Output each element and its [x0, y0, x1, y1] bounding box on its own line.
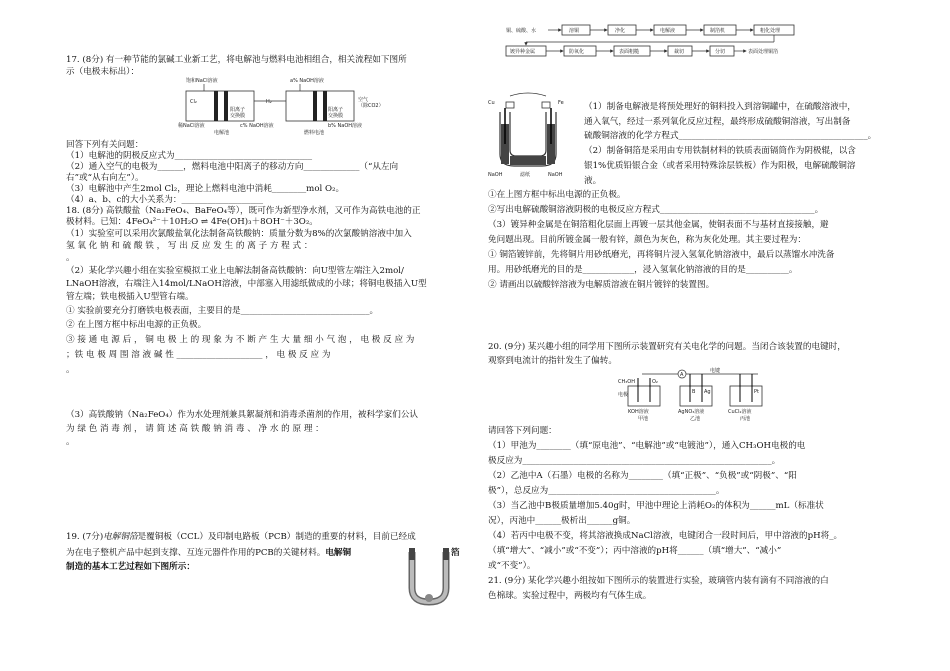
- fig-top-label2: a% NaOH溶液: [290, 78, 324, 84]
- q21-stem-line1: 21. (9分) 某化学兴趣小组按如下图所示的装置进行实验，玻璃管内装有滴有不同溶液的白: [488, 576, 829, 586]
- cell-filter-paper-label: 滤纸: [520, 172, 531, 178]
- cell-cu-label: Cu: [488, 100, 495, 106]
- q18-p2-item2: ② 在上图方框中标出电源的正负极。: [66, 320, 207, 330]
- fig-membrane1b-label: 交换膜: [230, 113, 246, 119]
- q19-p3-line4: 用。用砂纸磨光的目的是____________，浸入氢氧化钠溶液的目的是__________。: [488, 265, 798, 275]
- q19-p2-item2: ②写出电解硫酸铜溶液阴极的电极反应方程式____________________________________。: [488, 205, 824, 215]
- fuel-cell: [286, 91, 354, 121]
- fig-caption-electrolysis: 电解池: [214, 130, 230, 136]
- q18-stem-line2: 极材料。已知：4FeO₄²⁻＋10H₂O ⇌ 4Fe(OH)₃＋8OH⁻＋3O₂。: [66, 217, 318, 227]
- q20-s2-line2: 极”），总反应为_______________________________________。: [488, 486, 725, 496]
- fig-cl2-label: Cl₂: [190, 99, 197, 105]
- electrolysis-membrane: [214, 91, 218, 121]
- copper-foil-process-flow: [506, 22, 816, 60]
- flow-box-surface: 表面粗糙: [619, 49, 640, 55]
- q18-p3-line3: 。: [66, 437, 75, 447]
- q18-stem-line1: 18. (8分) 高铁酸盐（Na₂FeO₄、BaFeO₄等），既可作为新型净水剂，又可作为高铁电池的正: [66, 206, 421, 216]
- cell-fe-label: Fe: [558, 100, 564, 106]
- q19-p2-line2: 银1%优质铅银合金（或者采用特殊涂层铁板）作为阳极，电解硫酸铜溶: [584, 161, 856, 171]
- q19-stem-line2: 为在电子整机产品中起到支撑、互连元器件作用的PCB的关键材料。电解铜: [66, 548, 352, 558]
- fig-h2-label: H₂: [266, 99, 272, 105]
- fig-air-label: 空气: [358, 97, 369, 103]
- q18-p2-line1: （2）某化学兴趣小组在实验室模拟工业上电解法制备高铁酸钠：向U型管左端注入2mol/: [66, 266, 404, 276]
- q19-p1-line1: （1）制备电解液是将预处理好的铜料投入到溶铜罐中，在硫酸溶液中，: [584, 102, 856, 112]
- q17-sub4: （4）a、b、c的大小关系为：___________________: [66, 195, 264, 205]
- q20-s2-line1: （2）乙池中A（石墨）电极的名称为________（填“正极”、“负极”或“阴极”、“阳: [488, 471, 797, 481]
- q20-s4-line1: （4）若丙中电极不变，将其溶液换成NaCl溶液，电键闭合一段时间后，甲中溶液的pH将_。: [488, 531, 843, 541]
- q17-sub2-cont: 右”或“从右向左”）。: [66, 173, 144, 183]
- flow-box-plate-metal: 镀异种金属: [510, 49, 536, 55]
- q17-stem-line2: 示（电极未标出）：: [66, 67, 140, 77]
- q17-sub3: （3）电解池中产生2mol Cl₂，理论上燃料电池中消耗________mol O₂。: [66, 184, 345, 194]
- q18-p2-line3: 管左端；铁电极插入U型管右端。: [66, 292, 194, 302]
- q18-p2-line2: LNaOH溶液，右端注入14mol/LNaOH溶液，中部塞入用滤纸做成的小球；将铜电极插入U型: [66, 279, 427, 289]
- fig-bottom1-label: 稀NaCl溶液: [178, 123, 205, 129]
- fig20-bing-label: 丙池: [740, 416, 751, 422]
- fig-caption-fuel-cell: 燃料电池: [304, 130, 325, 136]
- fig-air-sub-label: （除CO2）: [358, 103, 384, 109]
- q19-p2-item1: ①在上图方框中标出电源的正负极。: [488, 190, 626, 200]
- chlor-alkali-fuel-cell-diagram: [178, 77, 384, 136]
- flow-start: 铜、硫酸、水: [506, 28, 537, 34]
- fig20-b-label: B: [692, 389, 696, 395]
- cell-naoh-right-label: NaOH: [548, 172, 563, 178]
- flow-box-electrolyte: 电解液: [660, 28, 676, 34]
- u-tube-diagram: [404, 548, 454, 606]
- fig-bottom3-label: b% NaOH溶液: [328, 123, 363, 129]
- fig20-electrode-label: 电极: [618, 392, 629, 398]
- q20-s1-line1: （1）甲池为________（填“原电池”、“电解池”或“电镀池”），通入CH₃OH电极的电: [488, 441, 806, 451]
- jia-cell: [628, 386, 660, 406]
- q21-stem-line2: 色棉球。实验过程中，两极均有气体生成。: [488, 591, 652, 601]
- q17-ask: 回答下列有关问题：: [66, 140, 144, 150]
- q19-p3-line3: ① 铜箔镀锌前，先将铜片用砂纸磨光，再将铜片浸入氢氧化钠溶液中，最后以蒸馏水冲洗备: [488, 250, 835, 260]
- fuel-cell-membrane: [313, 91, 317, 121]
- fig20-a-label: A: [680, 372, 684, 378]
- flow-box-cut: 裁切: [674, 49, 685, 55]
- q19-p1-line2: 通入氧气，经过一系列氧化反应过程，最终形成硫酸铜溶液，写出制备: [584, 117, 851, 127]
- q19-p3-line2: 免问题出现。目前所镀金属一般有锌，颜色为灰色，称为灰化处理。其主要过程为：: [488, 235, 806, 245]
- fig20-cucl2-label: CuCl₂溶液: [728, 409, 752, 415]
- q18-p2-item3b: ；铁 电 极 周 围 溶 液 碱 性 ____________________ ， 电 极 反 应 为: [66, 350, 331, 360]
- q19-stem-line3: 制造的基本工艺过程如下图所示：: [66, 562, 195, 572]
- q18-p3-line2: 为 绿 色 消 毒 剂 ， 请 简 述 高 铁 酸 钠 消 毒 、 净 水 的 原 理 ：: [66, 424, 324, 434]
- q20-s4-line3: 或“不变”）。: [488, 561, 536, 571]
- fig20-agno3-label: AgNO₃溶液: [678, 409, 705, 415]
- q18-p1-line3: 。: [66, 253, 75, 263]
- flow-box-purify: 净化: [615, 28, 626, 34]
- fig20-koh-label: KOH溶液: [628, 409, 649, 415]
- q20-ask: 请回答下列问题：: [488, 426, 557, 436]
- q17-stem-line1: 17. (8分) 有一种节能的氯碱工业新工艺，将电解池与燃料电池相组合，相关流程如下图所: [66, 55, 407, 65]
- flow-box-slit: 分切: [715, 49, 726, 55]
- q18-p3-line1: （3）高铁酸钠（Na₂FeO₄）作为水处理剂兼具絮凝剂和消毒杀菌剂的作用，被科学家们公认: [66, 410, 419, 420]
- fig20-ag-label: Ag: [704, 389, 711, 395]
- flow-box-antioxid: 防氧化: [569, 49, 585, 55]
- q18-p2-item3c: 。: [66, 365, 75, 375]
- q19-stem-line1: 19. (7分)电解铜箔是覆铜板（CCL）及印制电路板（PCB）制造的重要的材料，目前已经成: [66, 532, 416, 542]
- q17-sub2: （2）通入空气的电极为______，燃料电池中阳离子的移动方向_____________（“从左向: [66, 162, 399, 172]
- fig20-key-label: 电键: [710, 368, 721, 374]
- q20-s1-line2: 极反应为__________________________________________________________。: [488, 456, 781, 466]
- q20-s4-line2: （填“增大”、“减小”或“不变”）；丙中溶液的pH将______（填“增大”、“减小”: [488, 546, 782, 556]
- q19-p3-line1: （3）镀异种金属是在铜箔粗化层面上再镀一层其他金属，使铜表面不与基材直接接触，避: [488, 220, 829, 230]
- q18-p1-line2: 氢 氧 化 钠 和 硫 酸 铁 ， 写 出 反 应 发 生 的 离 子 方 程 式 ：: [66, 241, 313, 251]
- fig20-jia-label: 甲池: [638, 416, 649, 422]
- fig-top-label1: 饱和NaCl溶液: [186, 78, 218, 84]
- three-cell-electrochem-diagram: [618, 366, 778, 422]
- q20-s3-line1: （3）当乙池中B极质量增加5.40g时，甲池中理论上消耗O₂的体积为______mL（标准状: [488, 501, 824, 511]
- q19-p2-line1: （2）制备铜箔是采用由专用铁制材料的铁质表面镉筒作为阴极辊，以含: [584, 146, 856, 156]
- flow-box-roughen: 粗化处理: [760, 28, 781, 34]
- fig-bottom2-label: c% NaOH溶液: [240, 123, 274, 129]
- q20-stem-line2: 观察到电流计的指针发生了偏转。: [488, 356, 617, 366]
- u-tube-electrolysis-apparatus: [488, 94, 568, 178]
- flow-box-foil-machine: 制箔机: [710, 28, 726, 34]
- fig20-o2-label: O₂: [652, 379, 658, 385]
- q19-stem-line2-end: 箔: [451, 548, 460, 558]
- q20-stem-line1: 20. (9分) 某兴趣小组的同学用下图所示装置研究有关电化学的问题。当闭合该装置的电键时，: [488, 342, 846, 352]
- fig20-pt-label: Pt: [754, 389, 759, 395]
- q19-p2-line3: 液。: [584, 176, 602, 186]
- q18-p1-line1: （1）实验室可以采用次氯酸盐氧化法制备高铁酸钠：质量分数为8%的次氯酸钠溶液中加入: [66, 229, 412, 239]
- fig-membrane1-label: 阳离子: [230, 107, 246, 113]
- q18-p2-item3: ③ 接 通 电 源 后 ， 铜 电 极 上 的 现 象 为 不 断 产 生 大 量 细 小 气 泡 ， 电 极 反 应 为: [66, 335, 415, 345]
- q17-sub1: （1）电解池的阴极反应式为________________________________: [66, 151, 313, 161]
- q19-p1-line3: 硫酸铜溶液的化学方程式____________________________________________。: [584, 131, 877, 141]
- q18-p2-item1: ① 实验前要充分打磨铁电极表面，主要目的是______________________________。: [66, 306, 379, 316]
- fig-membrane2-label: 阳离子: [328, 107, 344, 113]
- fig-membrane2b-label: 交换膜: [328, 113, 344, 119]
- q19-p3-item2: ② 请画出以硫酸锌溶液为电解质溶液在铜片镀锌的装置图。: [488, 280, 715, 290]
- fig20-ch3oh-label: CH₃OH: [618, 379, 635, 385]
- cell-naoh-left-label: NaOH: [488, 172, 503, 178]
- q20-s3-line2: 况），丙池中______极析出______g铜。: [488, 516, 636, 526]
- flow-box-dissolve: 溶铜: [569, 28, 580, 34]
- flow-end: 表面处理铜箔: [748, 49, 779, 55]
- fig20-yi-label: 乙池: [690, 416, 701, 422]
